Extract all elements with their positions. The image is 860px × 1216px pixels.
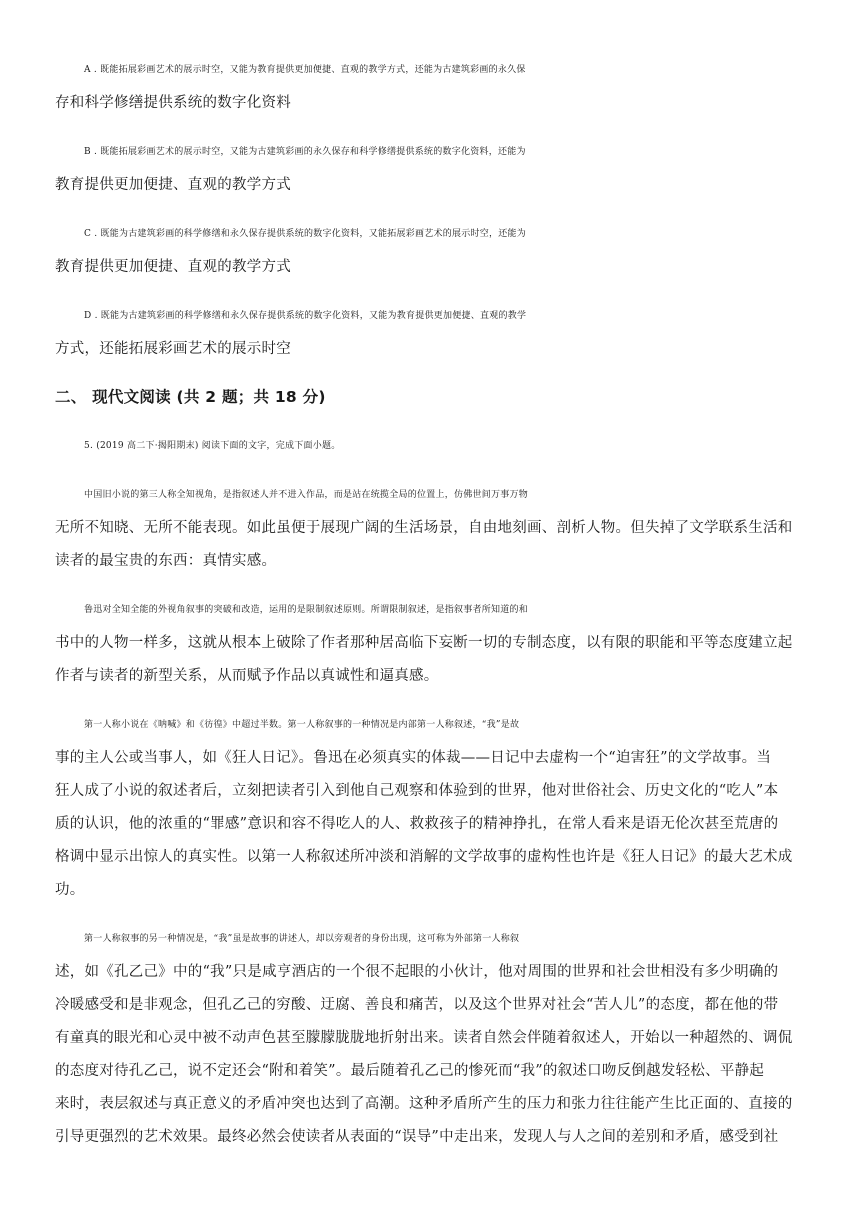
question-stem: 5. (2019 高二下·揭阳期末) 阅读下面的文字，完成下面小题。 [84, 441, 341, 451]
option-a-line-2: 存和科学修缮提供系统的数字化资料 [55, 95, 291, 111]
paragraph-4-line-2: 述，如《孔乙己》中的“我”只是咸亨酒店的一个很不起眼的小伙计，他对周围的世界和社会世相没有多少明确的 [55, 964, 779, 980]
paragraph-3-line-4: 质的认识，他的浓重的“罪感”意识和容不得吃人的人、救救孩子的精神挣扎，在常人看来是语无伦次甚至荒唐的 [55, 816, 779, 832]
paragraph-2-line-2: 书中的人物一样多，这就从根本上破除了作者那种居高临下妄断一切的专制态度，以有限的职能和平等态度建立起 [55, 635, 793, 651]
paragraph-4-line-1: 第一人称叙事的另一种情况是，“我”虽是故事的讲述人，却以旁观者的身份出现，这可称为外部第一人称叙 [84, 934, 520, 944]
paragraph-3-line-2: 事的主人公或当事人，如《狂人日记》。鲁迅在必须真实的体裁——日记中去虚构一个“迫害狂”的文学故事。当 [55, 750, 772, 766]
paragraph-3-line-6: 功。 [55, 882, 85, 898]
option-d-line-1: D . 既能为古建筑彩画的科学修缮和永久保存提供系统的数字化资料，又能为教育提供更加便捷、直观的教学 [84, 311, 527, 321]
option-b-line-1: B . 既能拓展彩画艺术的展示时空，又能为古建筑彩画的永久保存和科学修缮提供系统的数字化资料，还能为 [84, 147, 526, 157]
paragraph-2-line-1: 鲁迅对全知全能的外视角叙事的突破和改造，运用的是限制叙述原则。所谓限制叙述，是指叙事者所知道的和 [84, 605, 529, 615]
paragraph-3-line-5: 格调中显示出惊人的真实性。以第一人称叙述所冲淡和消解的文学故事的虚构性也许是《狂人日记》的最大艺术成 [55, 849, 793, 865]
paragraph-4-line-5: 的态度对待孔乙己，说不定还会“附和着笑”。最后随着孔乙己的惨死而“我”的叙述口吻反倒越发轻松、平静起 [55, 1063, 765, 1079]
paragraph-1-line-3: 读者的最宝贵的东西：真情实感。 [55, 553, 277, 569]
paragraph-4-line-4: 有童真的眼光和心灵中被不动声色甚至朦朦胧胧地折射出来。读者自然会伴随着叙述人，开始以一种超然的、调侃 [55, 1030, 793, 1046]
paragraph-4-line-3: 冷暖感受和是非观念，但孔乙己的穷酸、迂腐、善良和痛苦，以及这个世界对社会“苦人儿”的态度，都在他的带 [55, 997, 779, 1013]
section-heading: 二、 现代文阅读 (共 2 题；共 18 分) [55, 388, 326, 406]
option-c-line-1: C . 既能为古建筑彩画的科学修缮和永久保存提供系统的数字化资料，又能拓展彩画艺术的展示时空，还能为 [84, 229, 526, 239]
option-b-line-2: 教育提供更加便捷、直观的教学方式 [55, 177, 291, 193]
paragraph-4-line-7: 引导更强烈的艺术效果。最终必然会使读者从表面的“误导”中走出来，发现人与人之间的差别和矛盾，感受到社 [55, 1129, 779, 1145]
paragraph-1-line-1: 中国旧小说的第三人称全知视角，是指叙述人并不进入作品，而是站在统揽全局的位置上，仿佛世间万事万物 [84, 490, 529, 500]
paragraph-4-line-6: 来时，表层叙述与真正意义的矛盾冲突也达到了高潮。这种矛盾所产生的压力和张力往往能产生比正面的、直接的 [55, 1096, 793, 1112]
paragraph-3-line-1: 第一人称小说在《呐喊》和《彷徨》中超过半数。第一人称叙事的一种情况是内部第一人称叙述，“我”是故 [84, 720, 520, 730]
paragraph-1-line-2: 无所不知晓、无所不能表现。如此虽便于展现广阔的生活场景，自由地刻画、剖析人物。但失掉了文学联系生活和 [55, 520, 793, 536]
paragraph-3-line-3: 狂人成了小说的叙述者后，立刻把读者引入到他自己观察和体验到的世界，他对世俗社会、历史文化的“吃人”本 [55, 783, 779, 799]
option-c-line-2: 教育提供更加便捷、直观的教学方式 [55, 259, 291, 275]
option-d-line-2: 方式，还能拓展彩画艺术的展示时空 [55, 341, 291, 357]
paragraph-2-line-3: 作者与读者的新型关系，从而赋予作品以真诚性和逼真感。 [55, 668, 439, 684]
option-a-line-1: A . 既能拓展彩画艺术的展示时空，又能为教育提供更加便捷、直观的教学方式，还能为古建筑彩画的永久保 [84, 65, 526, 75]
